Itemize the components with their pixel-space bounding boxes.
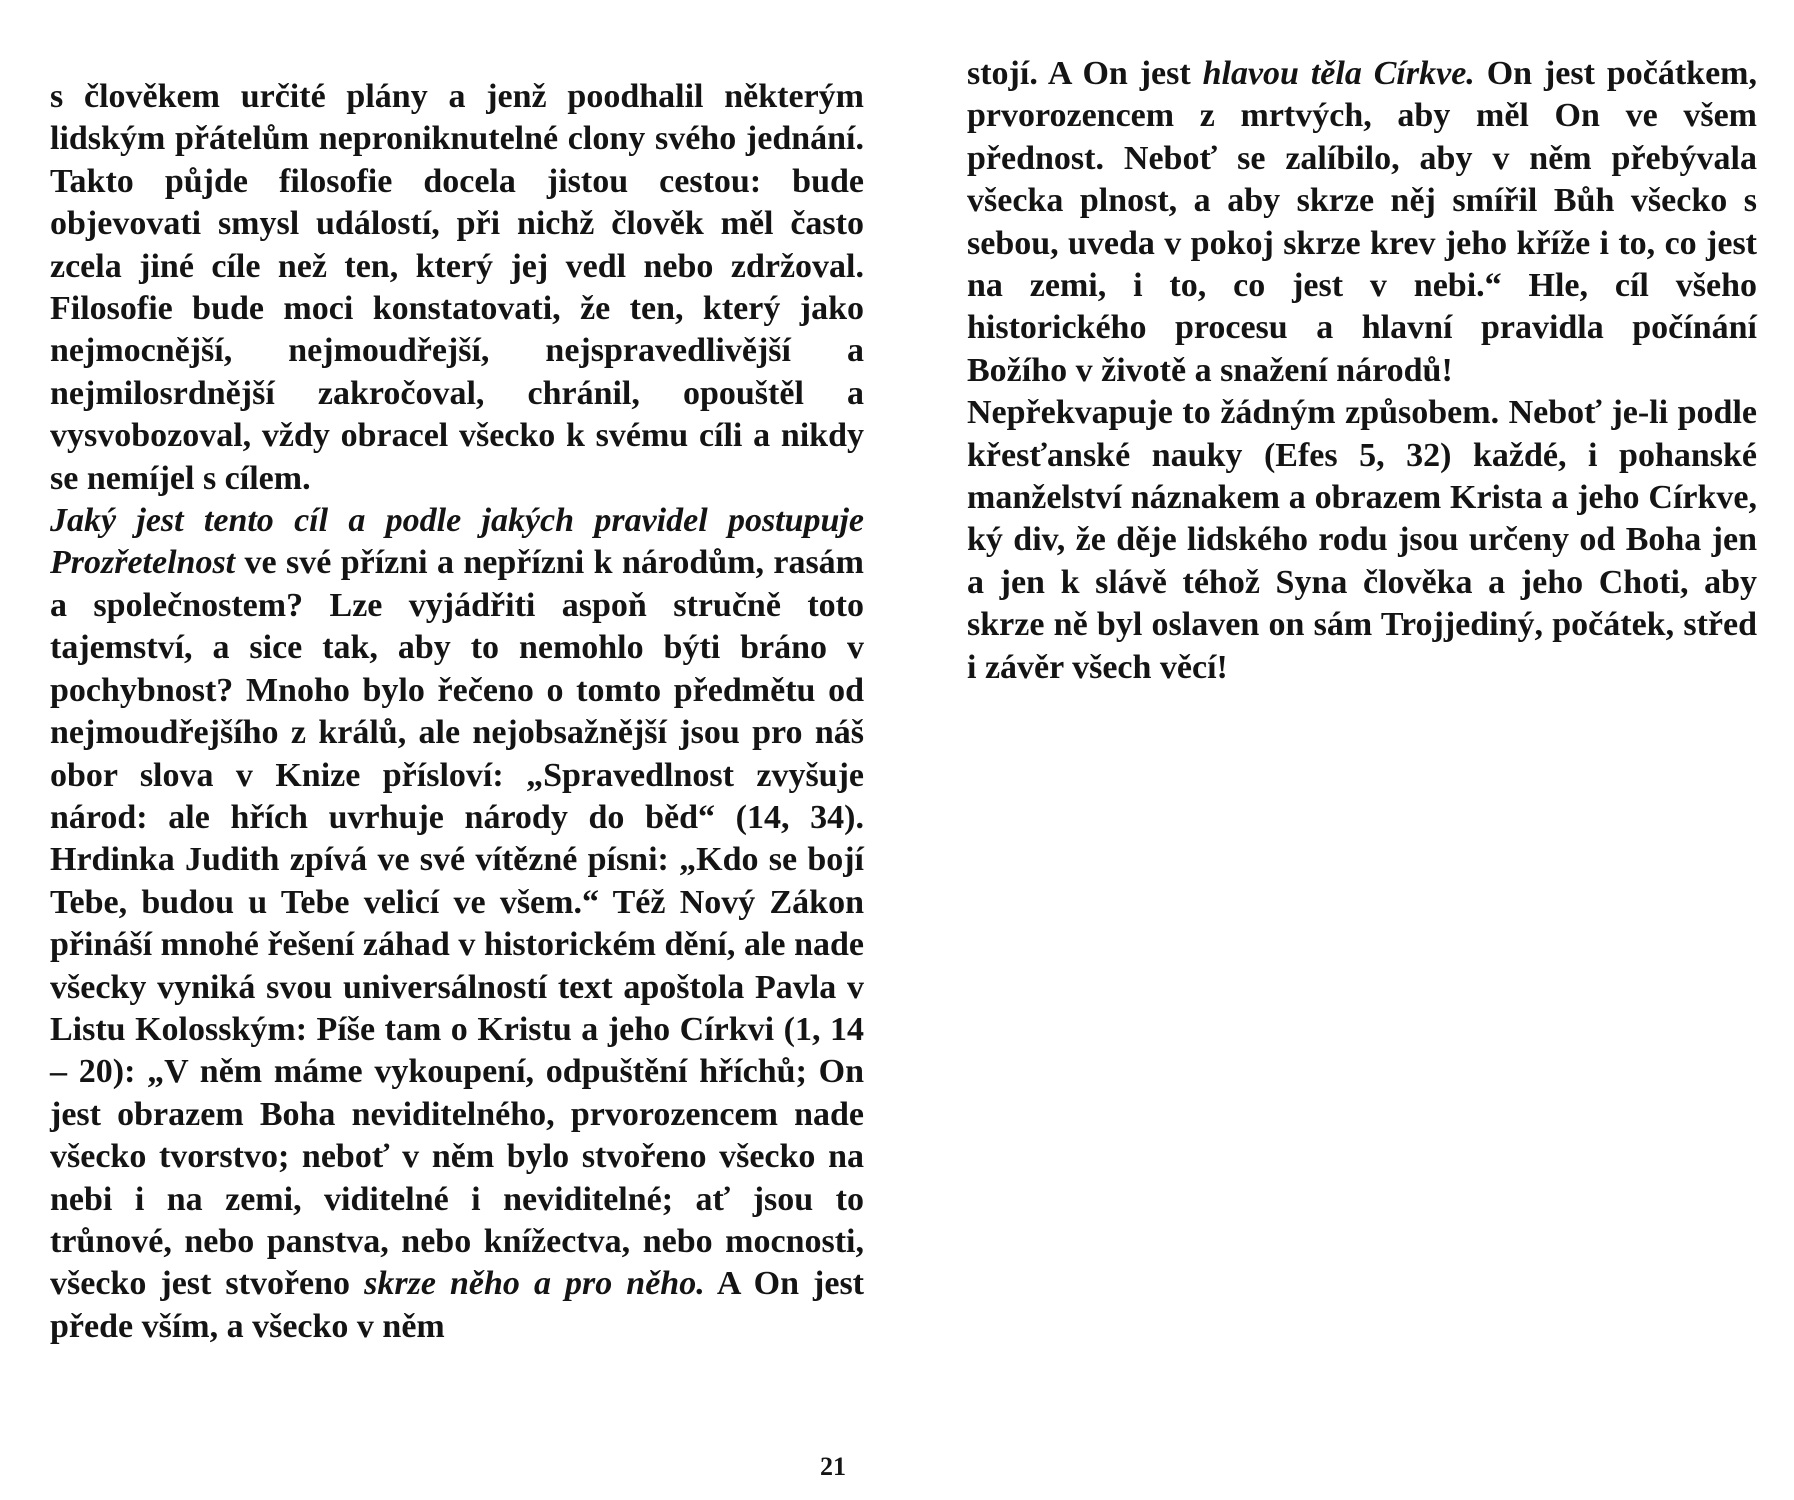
right-paragraph-2: Nepřekvapuje to žádným způsobem. Neboť je-li podle křesťanské nauky (Efes 5, 32) každé, i pohanské manželství náznakem a obrazem Krista a jeho Církve, ký div, že děje lidského rodu jsou určeny od Boha jen a jen k slávě téhož Syna člověka a jeho Choti, aby skrze ně byl oslaven on sám Trojjediný, počátek, střed i závěr všech věcí! [967,394,1757,686]
right-paragraph-1-start: stojí. A On jest [967,55,1203,92]
left-paragraph-2 [50,500,864,1348]
right-paragraph-1-rest: On jest počátkem, prvorozencem z mrtvých, aby měl On ve všem přednost. Neboť se zalíbilo, aby v něm přebývala všecka plnost, a aby skrze něj smířil Bůh všecko s sebou, uveda v pokoj skrze krev jeho kříže i to, co jest na zemi, i to, co jest v nebi.“ Hle, cíl všeho historického procesu a hlavní pravidla počínání Božího v životě a snažení národů! [967,55,1757,389]
right-column [967,53,1757,689]
page-number: 21 [820,1452,846,1481]
left-paragraph-2-tail: A On jest přede vším, a všecko v něm [50,1265,865,1345]
left-column [50,76,864,1348]
right-paragraph-1 [967,53,1757,392]
left-paragraph-2-italic-end: skrze něho a pro něho. [364,1265,705,1303]
left-paragraph-2-text: ve své přízni a nepřízni k národům, rasám a společnostem? Lze vyjádřiti aspoň stručně toto tajemství, a sice tak, aby to nemohlo býti bráno v pochybnost? Mnoho bylo řečeno o tomto předmětu od nejmoudřejšího z králů, ale nejobsažnější jsou pro náš obor slova v Knize přísloví: „Spravedlnost zvyšuje národ: ale hřích uvrhuje národy do běd“ (14, 34). Hrdinka Judith zpívá ve své vítězné písni: „Kdo se bojí Tebe, budou u Tebe velicí ve všem.“ Též Nový Zákon přináší mnohé řešení záhad v historickém dění, ale nade všecky vyniká svou universálností text apoštola Pavla v Listu Kolosským: Píše tam o Kristu a jeho Církvi (1, 14 – 20): „V něm máme vykoupení, odpuštění hříchů; On jest obrazem Boha neviditelného, prvorozencem nade všecko tvorstvo; neboť v něm bylo stvořeno všecko na nebi i na zemi, viditelné i neviditelné; ať jsou to trůnové, nebo panstva, nebo knížectva, nebo mocnosti, všecko jest stvořeno [50,544,864,1303]
right-paragraph-1-italic: hlavou těla Církve. [1202,55,1475,92]
left-paragraph-1: s člověkem určité plány a jenž poodhalil některým lidským přátelům neproniknutelné clony svého jednání. Takto půjde filosofie docela jistou cestou: bude objevovati smysl událostí, při nichž člověk měl často zcela jiné cíle než ten, který jej vedl nebo zdržoval. Filosofie bude moci konstatovati, že ten, který jako nejmocnější, nejmoudřejší, nejspravedlivější a nejmilosrdnější zakročoval, chránil, opouštěl a vysvobozoval, vždy obracel všecko k svému cíli a nikdy se nemíjel s cílem. [50,78,864,497]
left-paragraph-2-italic-lead: Jaký jest tento cíl a podle jakých pravidel postupuje Prozřetelnost [50,502,864,582]
